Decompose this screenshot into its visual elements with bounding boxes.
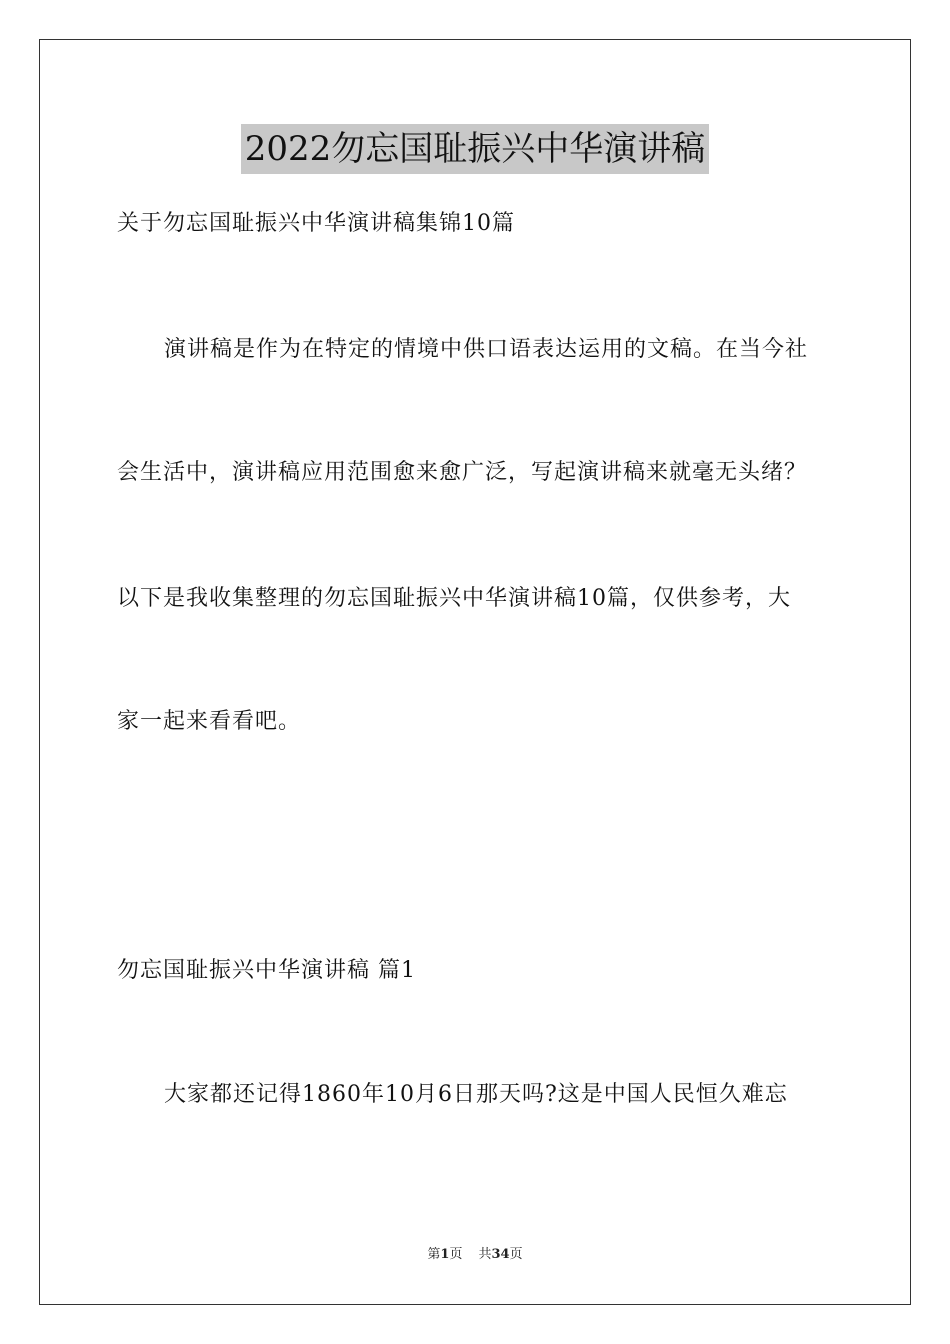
section-heading: 勿忘国耻振兴中华演讲稿 篇1 — [117, 958, 416, 983]
footer-page-suffix: 页 — [449, 1247, 463, 1262]
footer-total-pages: 34 — [491, 1247, 510, 1262]
title-container — [0, 124, 950, 174]
section-first-line: 大家都还记得1860年10月6日那天吗?这是中国人民恒久难忘 — [164, 1082, 788, 1107]
intro-line-1: 演讲稿是作为在特定的情境中供口语表达运用的文稿。在当今社 — [164, 337, 809, 362]
intro-line-4: 家一起来看看吧。 — [117, 709, 302, 734]
intro-line-3: 以下是我收集整理的勿忘国耻振兴中华演讲稿10篇，仅供参考，大 — [117, 586, 791, 611]
footer-page-number: 1 — [440, 1247, 450, 1262]
document-title: 2022勿忘国耻振兴中华演讲稿 — [241, 124, 710, 174]
footer-total-suffix: 页 — [509, 1247, 523, 1262]
page-footer — [0, 1246, 950, 1264]
intro-line-2: 会生活中，演讲稿应用范围愈来愈广泛，写起演讲稿来就毫无头绪？ — [117, 460, 808, 485]
footer-total-prefix: 共 — [478, 1247, 492, 1262]
footer-page-prefix: 第 — [427, 1247, 441, 1262]
document-subtitle: 关于勿忘国耻振兴中华演讲稿集锦10篇 — [117, 211, 515, 236]
